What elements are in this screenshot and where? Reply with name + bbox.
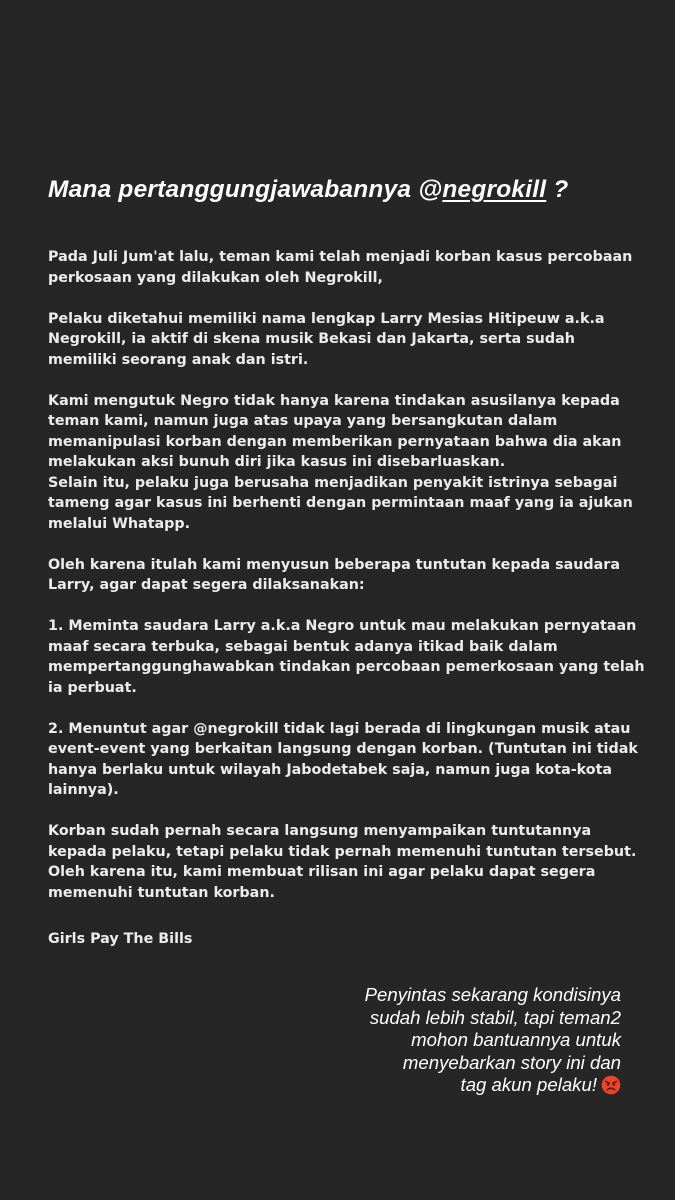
headline-mention-link[interactable]: negrokill [442, 176, 547, 203]
signature: Girls Pay The Bills [48, 931, 193, 947]
caption-line-5-row [291, 1074, 621, 1097]
caption-line-1: Penyintas sekarang kondisinya [364, 984, 621, 1005]
caption-line-5: tag akun pelaku! [460, 1074, 597, 1096]
story-caption [291, 984, 621, 1097]
statement-paragraph-4: Selain itu, pelaku juga berusaha menjadikan penyakit istrinya sebagai tameng agar kasus ini berhenti dengan permintaan maaf yang ia ajukan melalui Whatapp. [48, 474, 633, 532]
demand-1: 1. Meminta saudara Larry a.k.a Negro untuk mau melakukan pernyataan maaf secara terbuka, sebagai bentuk adanya itikad baik dalam mempertanggunghawabkan tindakan percobaan pemerkosaan yang telah ia perbuat. [48, 618, 645, 696]
caption-line-3: mohon bantuannya untuk [411, 1029, 621, 1051]
statement-paragraph-1: Pada Juli Jum'at lalu, teman kami telah menjadi korban kasus percobaan perkosaan yang dilakukan oleh Negrokill, [48, 249, 633, 286]
caption-line-2: sudah lebih stabil, tapi teman2 [369, 1006, 621, 1028]
headline-prefix: Mana pertanggungjawabannya @ [48, 176, 443, 203]
statement-paragraph-2: Pelaku diketahui memiliki nama lengkap Larry Mesias Hitipeuw a.k.a Negrokill, ia aktif di skena musik Bekasi dan Jakarta, serta sudah memiliki seorang anak dan istri. [48, 310, 605, 368]
statement-paragraph-closing: Korban sudah pernah secara langsung menyampaikan tuntutannya kepada pelaku, tetapi pelaku tidak pernah memenuhi tuntutan tersebut. Oleh karena itu, kami membuat rilisan ini agar pelaku dapat segera memenuhi tuntutan korban. [48, 823, 637, 901]
statement-body [48, 247, 648, 903]
angry-face-icon [601, 1075, 621, 1095]
caption-line-4: menyebarkan story ini dan [402, 1051, 621, 1073]
headline [48, 176, 648, 204]
demand-2: 2. Menuntut agar @negrokill tidak lagi berada di lingkungan musik atau event-event yang berkaitan langsung dengan korban. (Tuntutan ini tidak hanya berlaku untuk wilayah Jabodetabek saja, namun juga kota-kota lainnya). [48, 720, 638, 798]
statement-paragraph-5: Oleh karena itulah kami menyusun beberapa tuntutan kepada saudara Larry, agar dapat segera dilaksanakan: [48, 556, 621, 593]
statement-paragraph-3: Kami mengutuk Negro tidak hanya karena tindakan asusilanya kepada teman kami, namun juga atas upaya yang bersangkutan dalam memanipulasi korban dengan memberikan pernyataan bahwa dia akan melakukan aksi bunuh diri jika kasus ini disebarluaskan. [48, 392, 622, 470]
headline-suffix: ? [546, 176, 569, 203]
